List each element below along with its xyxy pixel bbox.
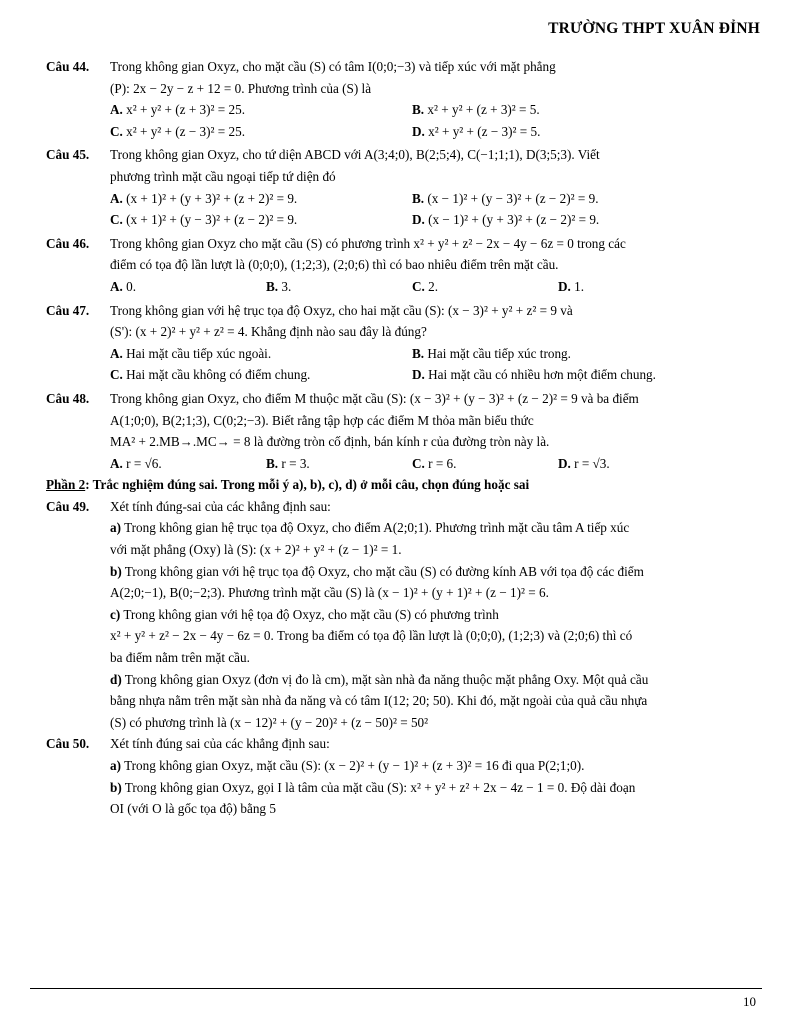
statement-d-cont: (S) có phương trình là (x − 12)² + (y − 20)² + (z − 50)² = 50² [110, 714, 429, 730]
question-stem-cont: điểm có tọa độ lần lượt là (0;0;0), (1;2;3), (2;0;6) thì có bao nhiêu điểm trên mặt cầu. [110, 257, 559, 273]
option-b[interactable]: B. r = 3. [266, 455, 310, 471]
statement-c-cont: x² + y² + z² − 2x − 4y − 6z = 0. Trong ba điểm có tọa độ lần lượt là (0;0;0), (1;2;3) và (2;0;6) thì có [110, 628, 633, 644]
question-label: Câu 47. [46, 302, 90, 318]
question-stem: Trong không gian Oxyz, cho tứ diện ABCD với A(3;4;0), B(2;5;4), C(−1;1;1), D(3;5;3). Viết [110, 147, 600, 163]
option-a[interactable]: A. r = √6. [110, 455, 162, 471]
answer-options [46, 453, 762, 475]
question-label: Câu 48. [46, 390, 90, 406]
option-d[interactable]: D. x² + y² + (z − 3)² = 5. [412, 123, 541, 139]
option-c[interactable]: C. x² + y² + (z − 3)² = 25. [110, 123, 246, 139]
option-c[interactable]: C. Hai mặt cầu không có điểm chung. [110, 367, 311, 383]
question-46 [46, 233, 762, 255]
option-b[interactable]: B. 3. [266, 278, 292, 294]
statement-c[interactable]: c) Trong không gian với hệ tọa độ Oxyz, cho mặt cầu (S) có phương trình [110, 606, 499, 622]
school-header: TRƯỜNG THPT XUÂN ĐỈNH [548, 20, 760, 37]
option-b[interactable]: B. x² + y² + (z + 3)² = 5. [412, 102, 540, 118]
question-49 [46, 496, 762, 518]
answer-options [46, 276, 762, 298]
question-stem-cont: MA² + 2.MB→.MC→ = 8 là đường tròn cố định, bán kính r của đường tròn này là. [110, 434, 550, 450]
question-47 [46, 300, 762, 322]
option-a[interactable]: A. Hai mặt cầu tiếp xúc ngoài. [110, 345, 272, 361]
statement-a[interactable]: a) Trong không gian hệ trục tọa độ Oxyz, cho điểm A(2;0;1). Phương trình mặt cầu tâm A tiếp xúc [110, 520, 630, 536]
page-number: 10 [743, 994, 756, 1009]
statement-b-cont: A(2;0;−1), B(0;−2;3). Phương trình mặt cầu (S) là (x − 1)² + (y + 1)² + (z − 1)² = 6. [110, 585, 549, 601]
statement-b-cont: OI (với O là gốc tọa độ) bằng 5 [110, 801, 276, 817]
statement-d[interactable]: d) Trong không gian Oxyz (đơn vị đo là cm), mặt sàn nhà đa năng thuộc mặt phẳng Oxy. Một quả cầu [110, 671, 649, 687]
question-stem: Trong không gian Oxyz, cho mặt cầu (S) có tâm I(0;0;−3) và tiếp xúc với mặt phẳng [110, 59, 556, 74]
question-stem: Trong không gian Oxyz cho mặt cầu (S) có phương trình x² + y² + z² − 2x − 4y − 6z = 0 trong các [110, 235, 626, 251]
answer-options [46, 188, 762, 231]
section-heading: Phần 2: Trắc nghiệm đúng sai. Trong mỗi ý a), b), c), d) ở mỗi câu, chọn đúng hoặc sai [46, 477, 530, 493]
answer-options [46, 343, 762, 386]
question-stem-cont: (S'): (x + 2)² + y² + z² = 4. Khẳng định nào sau đây là đúng? [110, 324, 427, 340]
option-a[interactable]: A. x² + y² + (z + 3)² = 25. [110, 102, 246, 118]
question-label: Câu 49. [46, 498, 90, 514]
question-stem-cont: phương trình mặt cầu ngoại tiếp tứ diện đó [110, 168, 336, 184]
answer-options [46, 99, 762, 142]
option-b[interactable]: B. Hai mặt cầu tiếp xúc trong. [412, 345, 571, 361]
question-label: Câu 46. [46, 235, 90, 251]
question-label: Câu 50. [46, 736, 90, 752]
question-45 [46, 144, 762, 166]
statement-b[interactable]: b) Trong không gian Oxyz, gọi I là tâm của mặt cầu (S): x² + y² + z² + 2x − 4z − 1 = 0. Độ dài đoạn [110, 779, 636, 795]
statement-c-cont: ba điểm nằm trên mặt cầu. [110, 650, 250, 666]
document-body [46, 56, 762, 820]
option-c[interactable]: C. 2. [412, 278, 439, 294]
footer-divider [30, 988, 762, 989]
question-stem: Trong không gian Oxyz, cho điểm M thuộc mặt cầu (S): (x − 3)² + (y − 3)² + (z − 2)² = 9 và ba điểm [110, 390, 639, 406]
option-d[interactable]: D. r = √3. [558, 455, 610, 471]
question-label: Câu 45. [46, 147, 90, 163]
option-b[interactable]: B. (x − 1)² + (y − 3)² + (z − 2)² = 9. [412, 190, 599, 206]
statement-a[interactable]: a) Trong không gian Oxyz, mặt cầu (S): (x − 2)² + (y − 1)² + (z + 3)² = 16 đi qua P(2;1;0). [110, 758, 585, 773]
option-a[interactable]: A. (x + 1)² + (y + 3)² + (z + 2)² = 9. [110, 190, 298, 206]
question-44 [46, 56, 762, 78]
statement-d-cont: bằng nhựa nằm trên mặt sàn nhà đa năng và có tâm I(12; 20; 50). Khi đó, mặt ngoài của quả cầu nhựa [110, 693, 648, 709]
question-50 [46, 733, 762, 755]
question-stem: Xét tính đúng sai của các khẳng định sau: [110, 736, 330, 752]
option-c[interactable]: C. r = 6. [412, 455, 457, 471]
statement-b[interactable]: b) Trong không gian với hệ trục tọa độ Oxyz, cho mặt cầu (S) có đường kính AB với tọa độ các điểm [110, 563, 644, 579]
question-stem: Trong không gian với hệ trục tọa độ Oxyz, cho hai mặt cầu (S): (x − 3)² + y² + z² = 9 và [110, 302, 573, 318]
question-label: Câu 44. [46, 59, 90, 74]
option-a[interactable]: A. 0. [110, 278, 137, 294]
question-stem: Xét tính đúng-sai của các khẳng định sau: [110, 498, 331, 514]
question-stem-cont: (P): 2x − 2y − z + 12 = 0. Phương trình của (S) là [110, 80, 372, 96]
option-d[interactable]: D. Hai mặt cầu có nhiều hơn một điểm chung. [412, 367, 656, 383]
option-d[interactable]: D. 1. [558, 278, 585, 294]
question-48 [46, 388, 762, 410]
statement-a-cont: với mặt phẳng (Oxy) là (S): (x + 2)² + y² + (z − 1)² = 1. [110, 542, 402, 558]
option-c[interactable]: C. (x + 1)² + (y − 3)² + (z − 2)² = 9. [110, 212, 298, 228]
question-stem-cont: A(1;0;0), B(2;1;3), C(0;2;−3). Biết rằng tập hợp các điểm M thỏa mãn biểu thức [110, 412, 534, 428]
option-d[interactable]: D. (x − 1)² + (y + 3)² + (z − 2)² = 9. [412, 212, 600, 228]
